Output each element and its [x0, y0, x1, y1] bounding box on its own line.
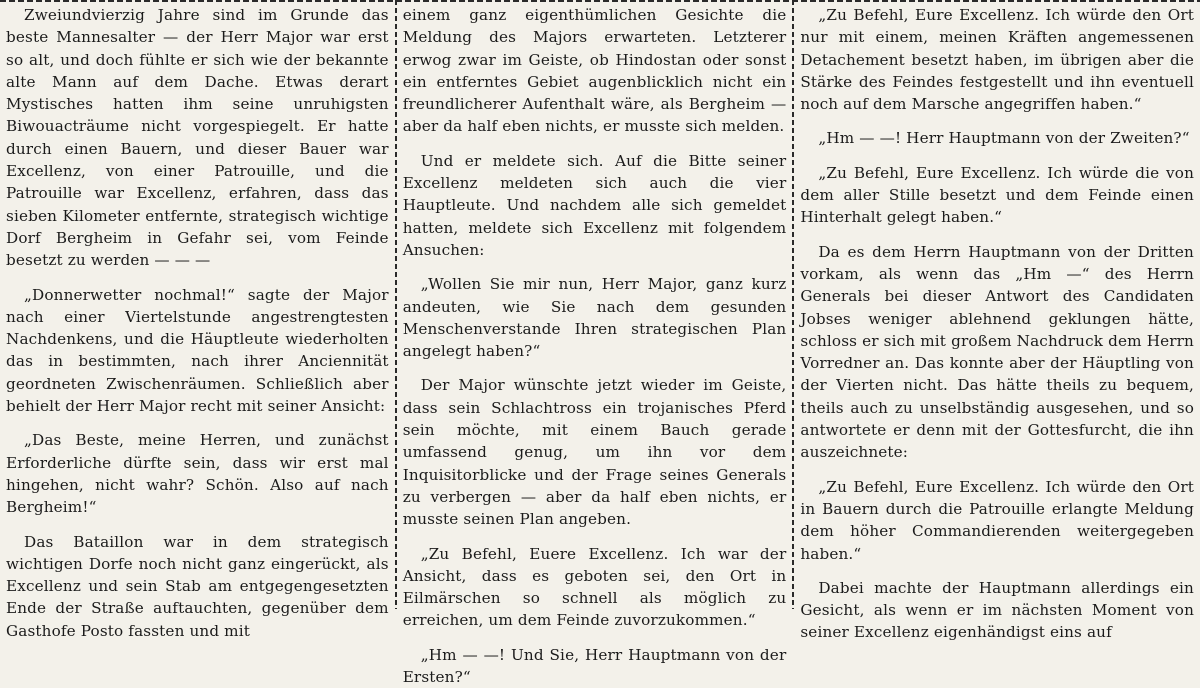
paragraph: Zweiundvierzig Jahre sind im Grunde das beste Mannesalter — der Herr Major war erst so alt, und doch fühlte er sich wie der bekannte alte Mann auf dem Dache. Etwas derart Mystisches hatten ihm seine unruhigsten Biwouacträume nicht vorgespiegelt. Er hatte durch einen Bauern, und dieser Bauer war Excellenz, von einer Patrouille, und die Patrouille war Excellenz, erfahren, dass das sieben Kilometer entfernte, strategisch wichtige Dorf Bergheim in Gefahr sei, vom Feinde besetzt zu werden — — —: [6, 6, 389, 270]
paragraph: „Wollen Sie mir nun, Herr Major, ganz kurz andeuten, wie Sie nach dem gesunden Menschenverstande Ihren strategischen Plan angelegt haben?“: [402, 275, 787, 361]
paragraph: Da es dem Herrn Hauptmann von der Dritten vorkam, als wenn das „Hm —“ des Herrn Generals bei dieser Antwort des Candidaten Jobses weniger ablehnend geklungen hätte, schloss er sich mit großem Nachdruck dem Herrn Vorredner an. Das konnte aber der Häuptling von der Vierten nicht. Das hätte theils zu bequem, theils auch zu unselbständig ausgesehen, und so antwortete er denn mit der Gottesfurcht, die ihn auszeichnete:: [800, 242, 1194, 462]
column-3: [794, 0, 1200, 642]
paragraph: Und er meldete sich. Auf die Bitte seiner Excellenz meldeten sich auch die vier Hauptleute. Und nachdem alle sich gemeldet hatten, meldete sich Excellenz mit folgendem Ansuchen:: [402, 151, 787, 259]
paragraph: „Zu Befehl, Eure Excellenz. Ich würde den Ort in Bauern durch die Patrouille erlangte Meldung dem höher Commandierenden weitergegeben haben.“: [800, 477, 1194, 563]
paragraph: „Hm — —! Und Sie, Herr Hauptmann von der Ersten?“: [402, 645, 787, 687]
paragraph: Der Major wünschte jetzt wieder im Geiste, dass sein Schlachtross ein trojanisches Pferd sein möchte, mit einem Bauch gerade umfassend genug, um ihn vor dem Inquisitorblicke und der Frage seines Generals zu verbergen — aber da half eben nichts, er musste seinen Plan angeben.: [402, 376, 787, 529]
paragraph: „Zu Befehl, Euere Excellenz. Ich war der Ansicht, dass es geboten sei, den Ort in Eilmärschen so schnell als möglich zu erreichen, um dem Feinde zuvorzukommen.“: [402, 544, 787, 630]
paragraph: „Das Beste, meine Herren, und zunächst Erforderliche dürfte sein, dass wir erst mal hingehen, nicht wahr? Schön. Also auf nach Bergheim!“: [6, 431, 389, 517]
top-rule: [0, 0, 1200, 2]
column-2: [397, 0, 793, 687]
paragraph: Das Bataillon war in dem strategisch wichtigen Dorfe noch nicht ganz eingerückt, als Excellenz und sein Stab am entgegengesetzten Ende der Straße auftauchten, gegenüber dem Gasthofe Posto fassten und mit: [6, 532, 389, 640]
paragraph: „Zu Befehl, Eure Excellenz. Ich würde die von dem aller Stille besetzt und dem Feinde einen Hinterhalt gelegt haben.“: [800, 163, 1194, 227]
paragraph: „Donnerwetter nochmal!“ sagte der Major nach einer Viertelstunde angestrengtesten Nachdenkens, und die Häuptleute wiederholten das in bestimmten, nach ihrer Anciennität geordneten Zwischenräumen. Schließlich aber behielt der Herr Major recht mit seiner Ansicht:: [6, 285, 389, 416]
paragraph: Dabei machte der Hauptmann allerdings ein Gesicht, als wenn er im nächsten Moment von seiner Excellenz eigenhändigst eins auf: [800, 578, 1194, 642]
paragraph: einem ganz eigenthümlichen Gesichte die Meldung des Majors erwarteten. Letzterer erwog zwar im Geiste, ob Hindostan oder sonst ein entferntes Gebiet augenblicklich nicht ein freundlicherer Aufenthalt wäre, als Bergheim — aber da half eben nichts, er musste sich melden.: [402, 6, 787, 136]
paragraph: „Hm — —! Herr Hauptmann von der Zweiten?“: [818, 129, 1190, 148]
paragraph: „Zu Befehl, Eure Excellenz. Ich würde den Ort nur mit einem, meinen Kräften angemessenen Detachement besetzt haben, im übrigen aber die Stärke des Feindes festgestellt und ihn eventuell noch auf dem Marsche angegriffen haben.“: [800, 6, 1194, 114]
column-1: [0, 0, 395, 640]
